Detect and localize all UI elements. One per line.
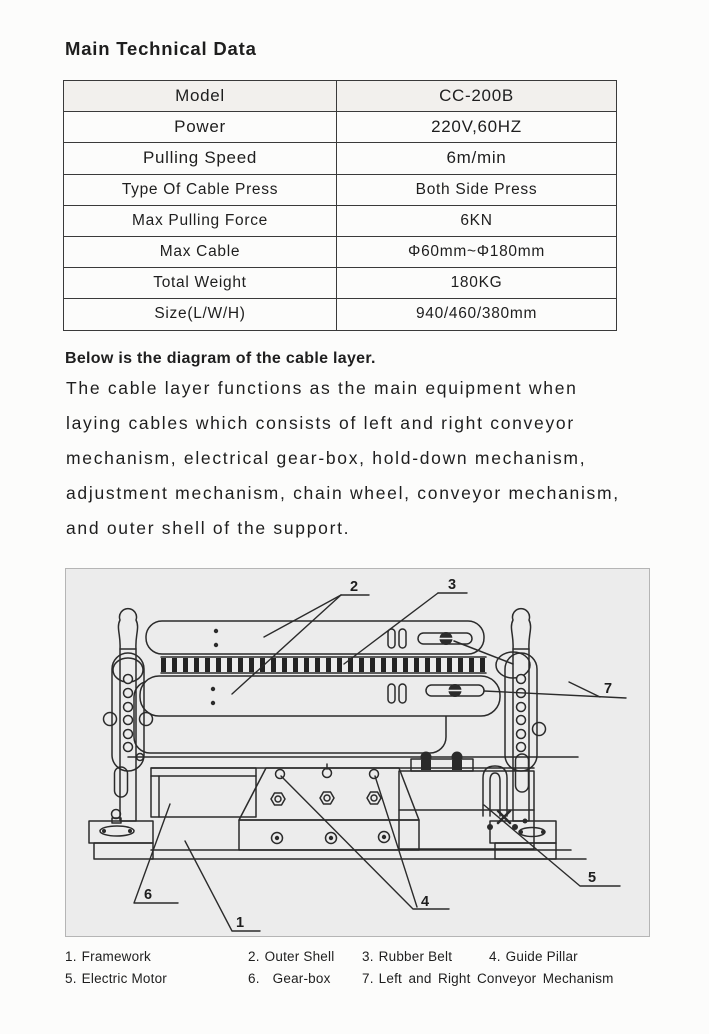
legend-label: Electric Motor [81,971,167,986]
rubber-belt [161,657,486,673]
legend-label: Gear-box [272,971,331,986]
table-row [64,205,617,236]
spec-value-cell: 940/460/380mm [337,299,617,330]
callout-6: 6 [144,887,153,903]
description-line: laying cables which consists of left and right conveyor [66,413,575,433]
spec-label-cell: Model [64,81,337,112]
spec-value-cell: Both Side Press [337,174,617,205]
callout-5: 5 [588,870,597,886]
spec-value-cell: 6m/min [337,143,617,174]
legend-number: 3. [362,949,374,964]
table-row [64,112,617,143]
spec-label-cell: Total Weight [64,268,337,299]
description-heading: Below is the diagram of the cable layer. [65,350,376,367]
spec-value-cell: 180KG [337,268,617,299]
callout-4: 4 [421,894,430,910]
left-guide-pillar [104,609,153,821]
page-title: Main Technical Data [65,38,257,59]
legend-number: 7. [362,971,374,986]
table-row [64,143,617,174]
legend-number: 2. [248,949,260,964]
framework-base [89,757,586,859]
spec-value-cell: Φ60mm~Φ180mm [337,236,617,267]
outer-shell-bottom [140,676,500,716]
description-line: and outer shell of the support. [66,518,351,538]
legend-item-conveyor-mechanism [362,971,614,986]
description-line: adjustment mechanism, chain wheel, conveyor mechanism, [66,483,620,503]
spec-label-cell: Type Of Cable Press [64,174,337,205]
legend-label: Guide Pillar [505,949,578,964]
legend-number: 6. [248,971,260,986]
spec-label-cell: Power [64,112,337,143]
diagram-panel [65,568,650,937]
spec-value-cell: 6KN [337,205,617,236]
spec-table [63,80,617,331]
legend-number: 5. [65,971,77,986]
legend-number: 4. [489,949,501,964]
spec-value-cell: 220V,60HZ [337,112,617,143]
spec-label-cell: Max Cable [64,236,337,267]
legend-label: Framework [81,949,151,964]
legend-label: Outer Shell [264,949,335,964]
spec-value-cell: CC-200B [337,81,617,112]
hold-down-mechanism [239,764,419,850]
description-paragraph [66,378,620,553]
table-row [64,81,617,112]
legend-item-guide-pillar [489,949,578,964]
table-row [64,268,617,299]
legend-label: Rubber Belt [378,949,453,964]
legend-label: Left and Right Conveyor Mechanism [378,971,614,986]
spec-label-cell: Size(L/W/H) [64,299,337,330]
legend-item-gear-box [248,971,331,986]
callout-1: 1 [236,915,245,931]
cable-layer-diagram [66,569,649,936]
description-line: The cable layer functions as the main equipment when [66,378,578,398]
callout-7: 7 [604,681,613,697]
description-line: mechanism, electrical gear-box, hold-down mechanism, [66,448,587,468]
gear-box-block [151,768,256,817]
legend-item-framework [65,949,151,964]
callout-2: 2 [350,579,359,595]
legend-item-outer-shell [248,949,334,964]
right-guide-pillar [496,609,546,821]
table-row [64,174,617,205]
table-row [64,299,617,330]
callout-3: 3 [448,577,457,593]
legend-number: 1. [65,949,77,964]
legend-item-rubber-belt [362,949,452,964]
table-row [64,236,617,267]
legend-item-electric-motor [65,971,167,986]
spec-label-cell: Pulling Speed [64,143,337,174]
spec-label-cell: Max Pulling Force [64,205,337,236]
